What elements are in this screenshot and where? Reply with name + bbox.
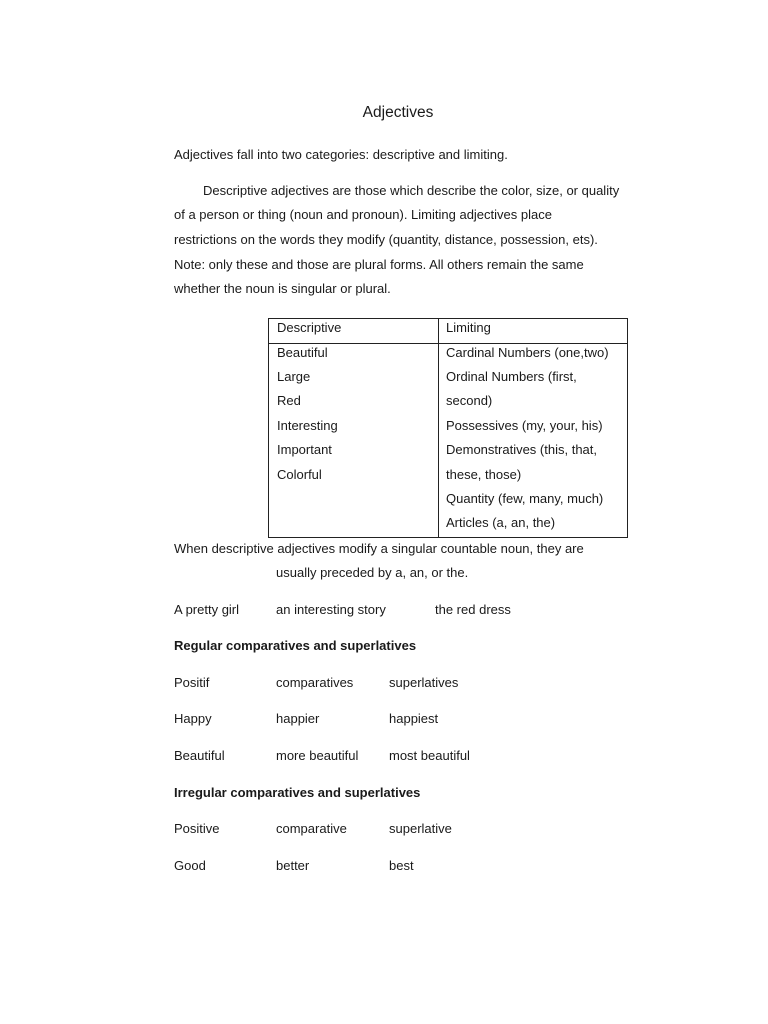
regular-cell: Happy xyxy=(174,711,212,726)
example-phrase: an interesting story xyxy=(276,602,386,617)
table-cell-descriptive: Red xyxy=(277,393,301,408)
table-column-divider xyxy=(438,319,439,537)
example-phrase: A pretty girl xyxy=(174,602,240,617)
paragraph-line: whether the noun is singular or plural. xyxy=(174,281,391,296)
irregular-cell: superlative xyxy=(389,821,452,836)
table-cell-descriptive: Colorful xyxy=(277,467,322,482)
table-header-limiting: Limiting xyxy=(446,320,491,335)
irregular-cell: better xyxy=(276,858,310,873)
table-cell-limiting: these, those) xyxy=(446,467,522,482)
table-cell-descriptive: Important xyxy=(277,442,332,457)
paragraph-line: restrictions on the words they modify (quantity, distance, possession, ets). xyxy=(174,232,598,247)
table-cell-limiting: Ordinal Numbers (first, xyxy=(446,369,577,384)
table-cell-descriptive: Beautiful xyxy=(277,345,328,360)
table-cell-limiting: Quantity (few, many, much) xyxy=(446,491,604,506)
regular-cell: happiest xyxy=(389,711,439,726)
table-cell-limiting: Possessives (my, your, his) xyxy=(446,418,603,433)
irregular-cell: best xyxy=(389,858,414,873)
table-cell-limiting: Demonstratives (this, that, xyxy=(446,442,597,457)
regular-cell: comparatives xyxy=(276,675,354,690)
regular-cell: superlatives xyxy=(389,675,459,690)
irregular-heading: Irregular comparatives and superlatives xyxy=(174,785,421,800)
table-header-descriptive: Descriptive xyxy=(277,320,342,335)
intro-text: Adjectives fall into two categories: descriptive and limiting. xyxy=(174,147,508,162)
irregular-cell: Positive xyxy=(174,821,220,836)
regular-cell: Positif xyxy=(174,675,210,690)
table-cell-limiting: Articles (a, an, the) xyxy=(446,515,556,530)
paragraph-line: Descriptive adjectives are those which describe the color, size, or quality xyxy=(203,183,620,198)
irregular-cell: comparative xyxy=(276,821,347,836)
table-cell-limiting: Cardinal Numbers (one,two) xyxy=(446,345,609,360)
table-cell-descriptive: Interesting xyxy=(277,418,338,433)
adjective-table xyxy=(268,318,628,538)
table-header-divider xyxy=(269,343,627,344)
table-cell-limiting: second) xyxy=(446,393,493,408)
paragraph-line: of a person or thing (noun and pronoun). Limiting adjectives place xyxy=(174,207,552,222)
note-line: usually preceded by a, an, or the. xyxy=(276,565,469,580)
table-cell-descriptive: Large xyxy=(277,369,311,384)
page-title: Adjectives xyxy=(362,104,434,121)
example-phrase: the red dress xyxy=(435,602,511,617)
regular-cell: most beautiful xyxy=(389,748,470,763)
note-line: When descriptive adjectives modify a singular countable noun, they are xyxy=(174,541,584,556)
paragraph-line: Note: only these and those are plural forms. All others remain the same xyxy=(174,257,584,272)
regular-cell: happier xyxy=(276,711,320,726)
regular-heading: Regular comparatives and superlatives xyxy=(174,638,417,653)
irregular-cell: Good xyxy=(174,858,206,873)
regular-cell: more beautiful xyxy=(276,748,359,763)
regular-cell: Beautiful xyxy=(174,748,225,763)
